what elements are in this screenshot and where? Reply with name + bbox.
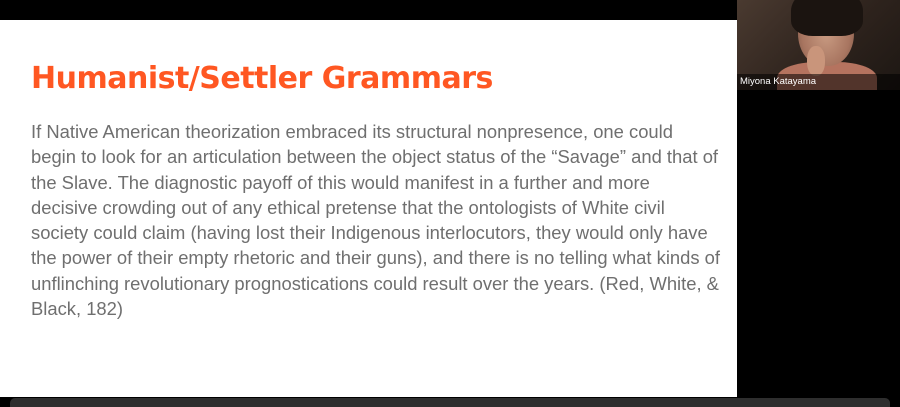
slide-title: Humanist/Settler Grammars xyxy=(31,61,493,96)
horizontal-scrollbar[interactable] xyxy=(10,398,890,407)
slide-body-quote: If Native American theorization embraced its structural nonpresence, one could begin to look for an articulation between the object status of the “Savage” and that of the Slave. The diagnostic payoff of this would manifest in a further and more decisive crowding out of any ethical pretense that the ontologists of White civil society could claim (having lost their Indigenous interlocutors, they would only have the power of their empty rhetoric and their guns), and there is no telling what kinds of unflinching revolutionary prognostications could result over the years. (Red, White, & Black, 182) xyxy=(31,121,721,320)
video-panel-background xyxy=(737,90,900,397)
participant-hair xyxy=(791,0,863,36)
participant-name-label: Miyona Katayama xyxy=(737,74,900,90)
participant-hand xyxy=(807,46,825,76)
top-bar xyxy=(0,0,737,20)
shared-slide xyxy=(0,20,737,397)
